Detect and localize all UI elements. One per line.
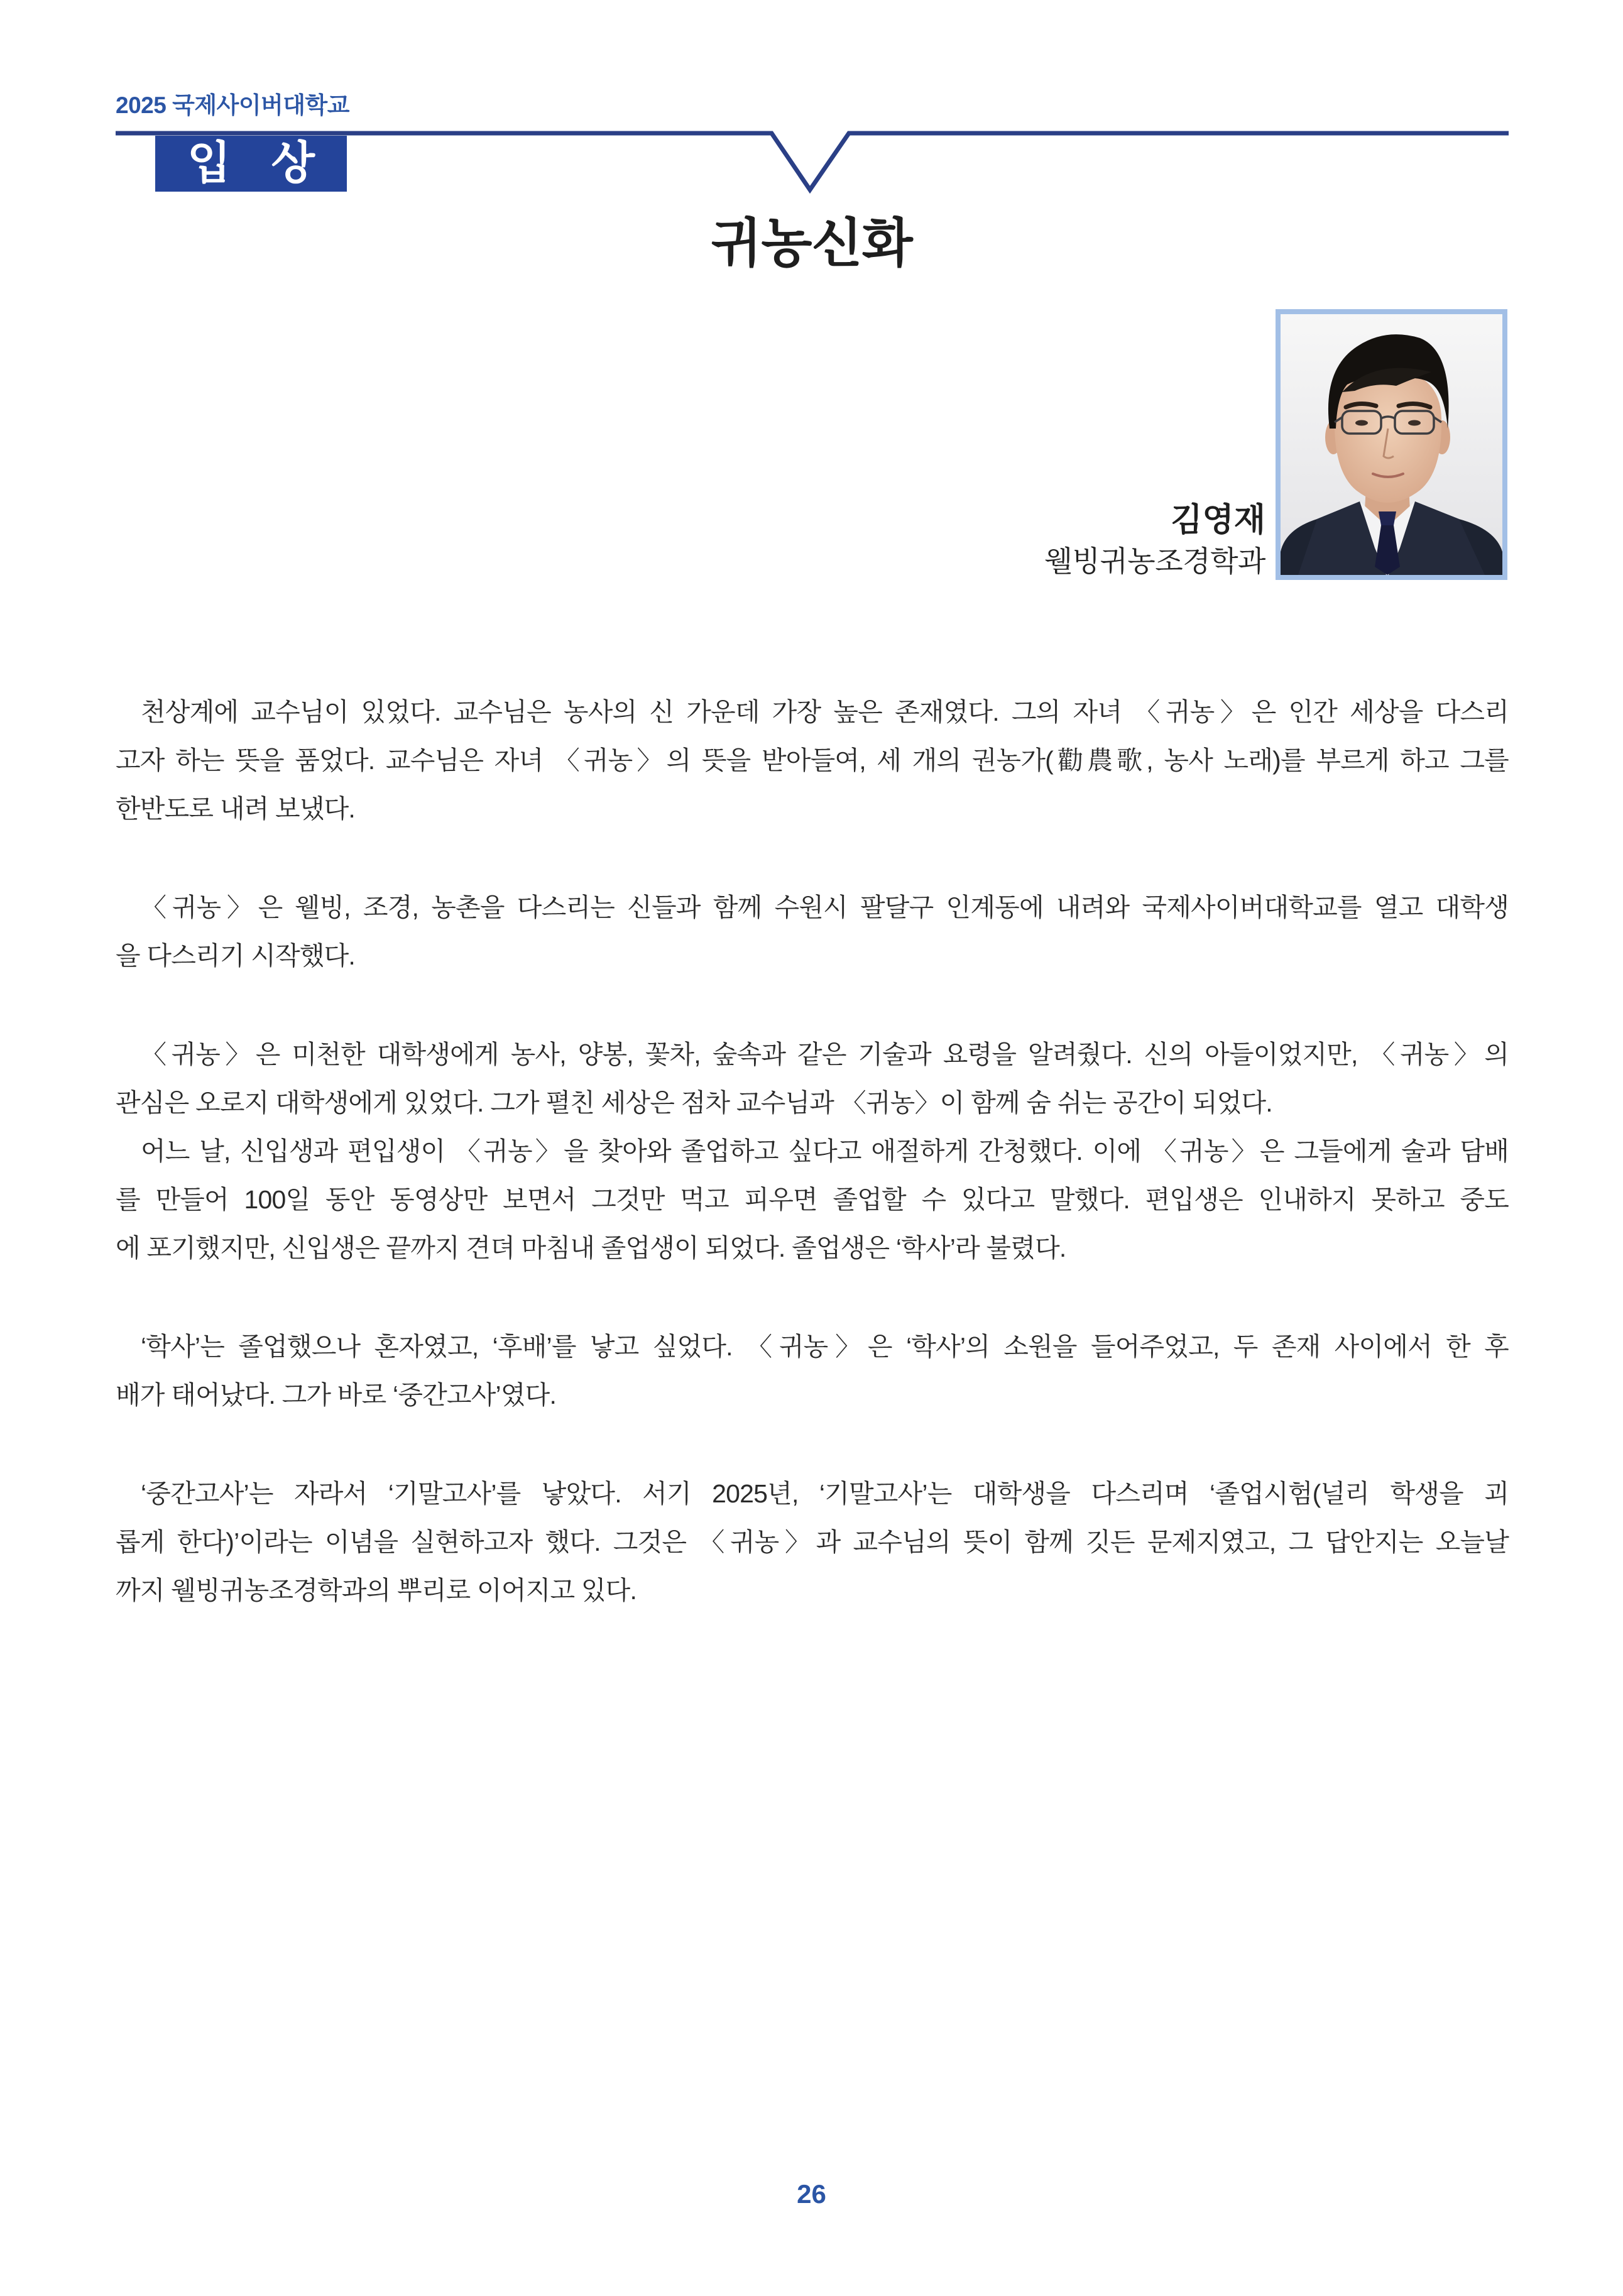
article-title: 귀농신화 xyxy=(711,214,912,273)
author-photo xyxy=(1276,309,1507,580)
author-department: 웰빙귀농조경학과 xyxy=(1044,545,1265,577)
paragraph xyxy=(116,1030,1509,1127)
paragraph xyxy=(116,688,1509,833)
paragraph xyxy=(116,1323,1509,1419)
portrait-photo xyxy=(1281,314,1502,575)
publication-header: 2025 국제사이버대학교 xyxy=(116,92,350,118)
text-line: 롭게 한다)’이라는 이념을 실현하고자 했다. 그것은 〈귀농〉과 교수님의 뜻이 함께 깃든 문제지였고, 그 답안지는 오늘날 xyxy=(116,1528,1509,1556)
text-line: ‘학사’는 졸업했으나 혼자였고, ‘후배’를 낳고 싶었다. 〈귀농〉은 ‘학사’의 소원을 들어주었고, 두 존재 사이에서 한 후 xyxy=(141,1332,1509,1361)
text-line: 을 다스리기 시작했다. xyxy=(116,941,356,970)
tie-knot xyxy=(1379,511,1396,525)
text-line: 한반도로 내려 보냈다. xyxy=(116,794,356,823)
page-number: 26 xyxy=(797,2179,826,2209)
text-line: 를 만들어 100일 동안 동영상만 보면서 그것만 먹고 피우면 졸업할 수 있다고 말했다. 편입생은 인내하지 못하고 중도 xyxy=(116,1185,1509,1214)
author-name: 김영재 xyxy=(1171,502,1265,538)
text-line: 어느 날, 신입생과 편입생이 〈귀농〉을 찾아와 졸업하고 싶다고 애절하게 간청했다. 이에 〈귀농〉은 그들에게 술과 담배 xyxy=(141,1137,1509,1166)
text-line: 까지 웰빙귀농조경학과의 뿌리로 이어지고 있다. xyxy=(116,1576,637,1605)
paragraph xyxy=(116,883,1509,980)
article-body xyxy=(116,688,1509,1615)
text-line: 〈귀농〉은 웰빙, 조경, 농촌을 다스리는 신들과 함께 수원시 팔달구 인계동에 내려와 국제사이버대학교를 열고 대학생 xyxy=(141,893,1509,922)
text-line: 배가 태어났다. 그가 바로 ‘중간고사’였다. xyxy=(116,1380,557,1409)
glasses-left-lens xyxy=(1342,411,1381,434)
text-line: 〈귀농〉은 미천한 대학생에게 농사, 양봉, 꽃차, 숲속과 같은 기술과 요령을 알려줬다. 신의 아들이었지만, 〈귀농〉의 xyxy=(141,1040,1509,1069)
text-line: ‘중간고사’는 자라서 ‘기말고사’를 낳았다. 서기 2025년, ‘기말고사’는 대학생을 다스리며 ‘졸업시험(널리 학생을 괴 xyxy=(141,1479,1509,1508)
text-line: 에 포기했지만, 신입생은 끝까지 견뎌 마침내 졸업생이 되었다. 졸업생은 ‘학사’라 불렸다. xyxy=(116,1233,1066,1262)
paragraph xyxy=(116,1127,1509,1272)
text-line: 천상계에 교수님이 있었다. 교수님은 농사의 신 가운데 가장 높은 존재였다. 그의 자녀 〈귀농〉은 인간 세상을 다스리 xyxy=(141,697,1509,726)
text-line: 고자 하는 뜻을 품었다. 교수님은 자녀 〈귀농〉의 뜻을 받아들여, 세 개의 권농가(勸農歌, 농사 노래)를 부르게 하고 그를 xyxy=(116,746,1509,775)
paragraph xyxy=(116,1470,1509,1615)
glasses-right-lens xyxy=(1395,411,1434,434)
award-badge: 입 상 xyxy=(155,136,347,192)
text-line: 관심은 오로지 대학생에게 있었다. 그가 펼친 세상은 점차 교수님과 〈귀농〉이 함께 숨 쉬는 공간이 되었다. xyxy=(116,1088,1272,1117)
